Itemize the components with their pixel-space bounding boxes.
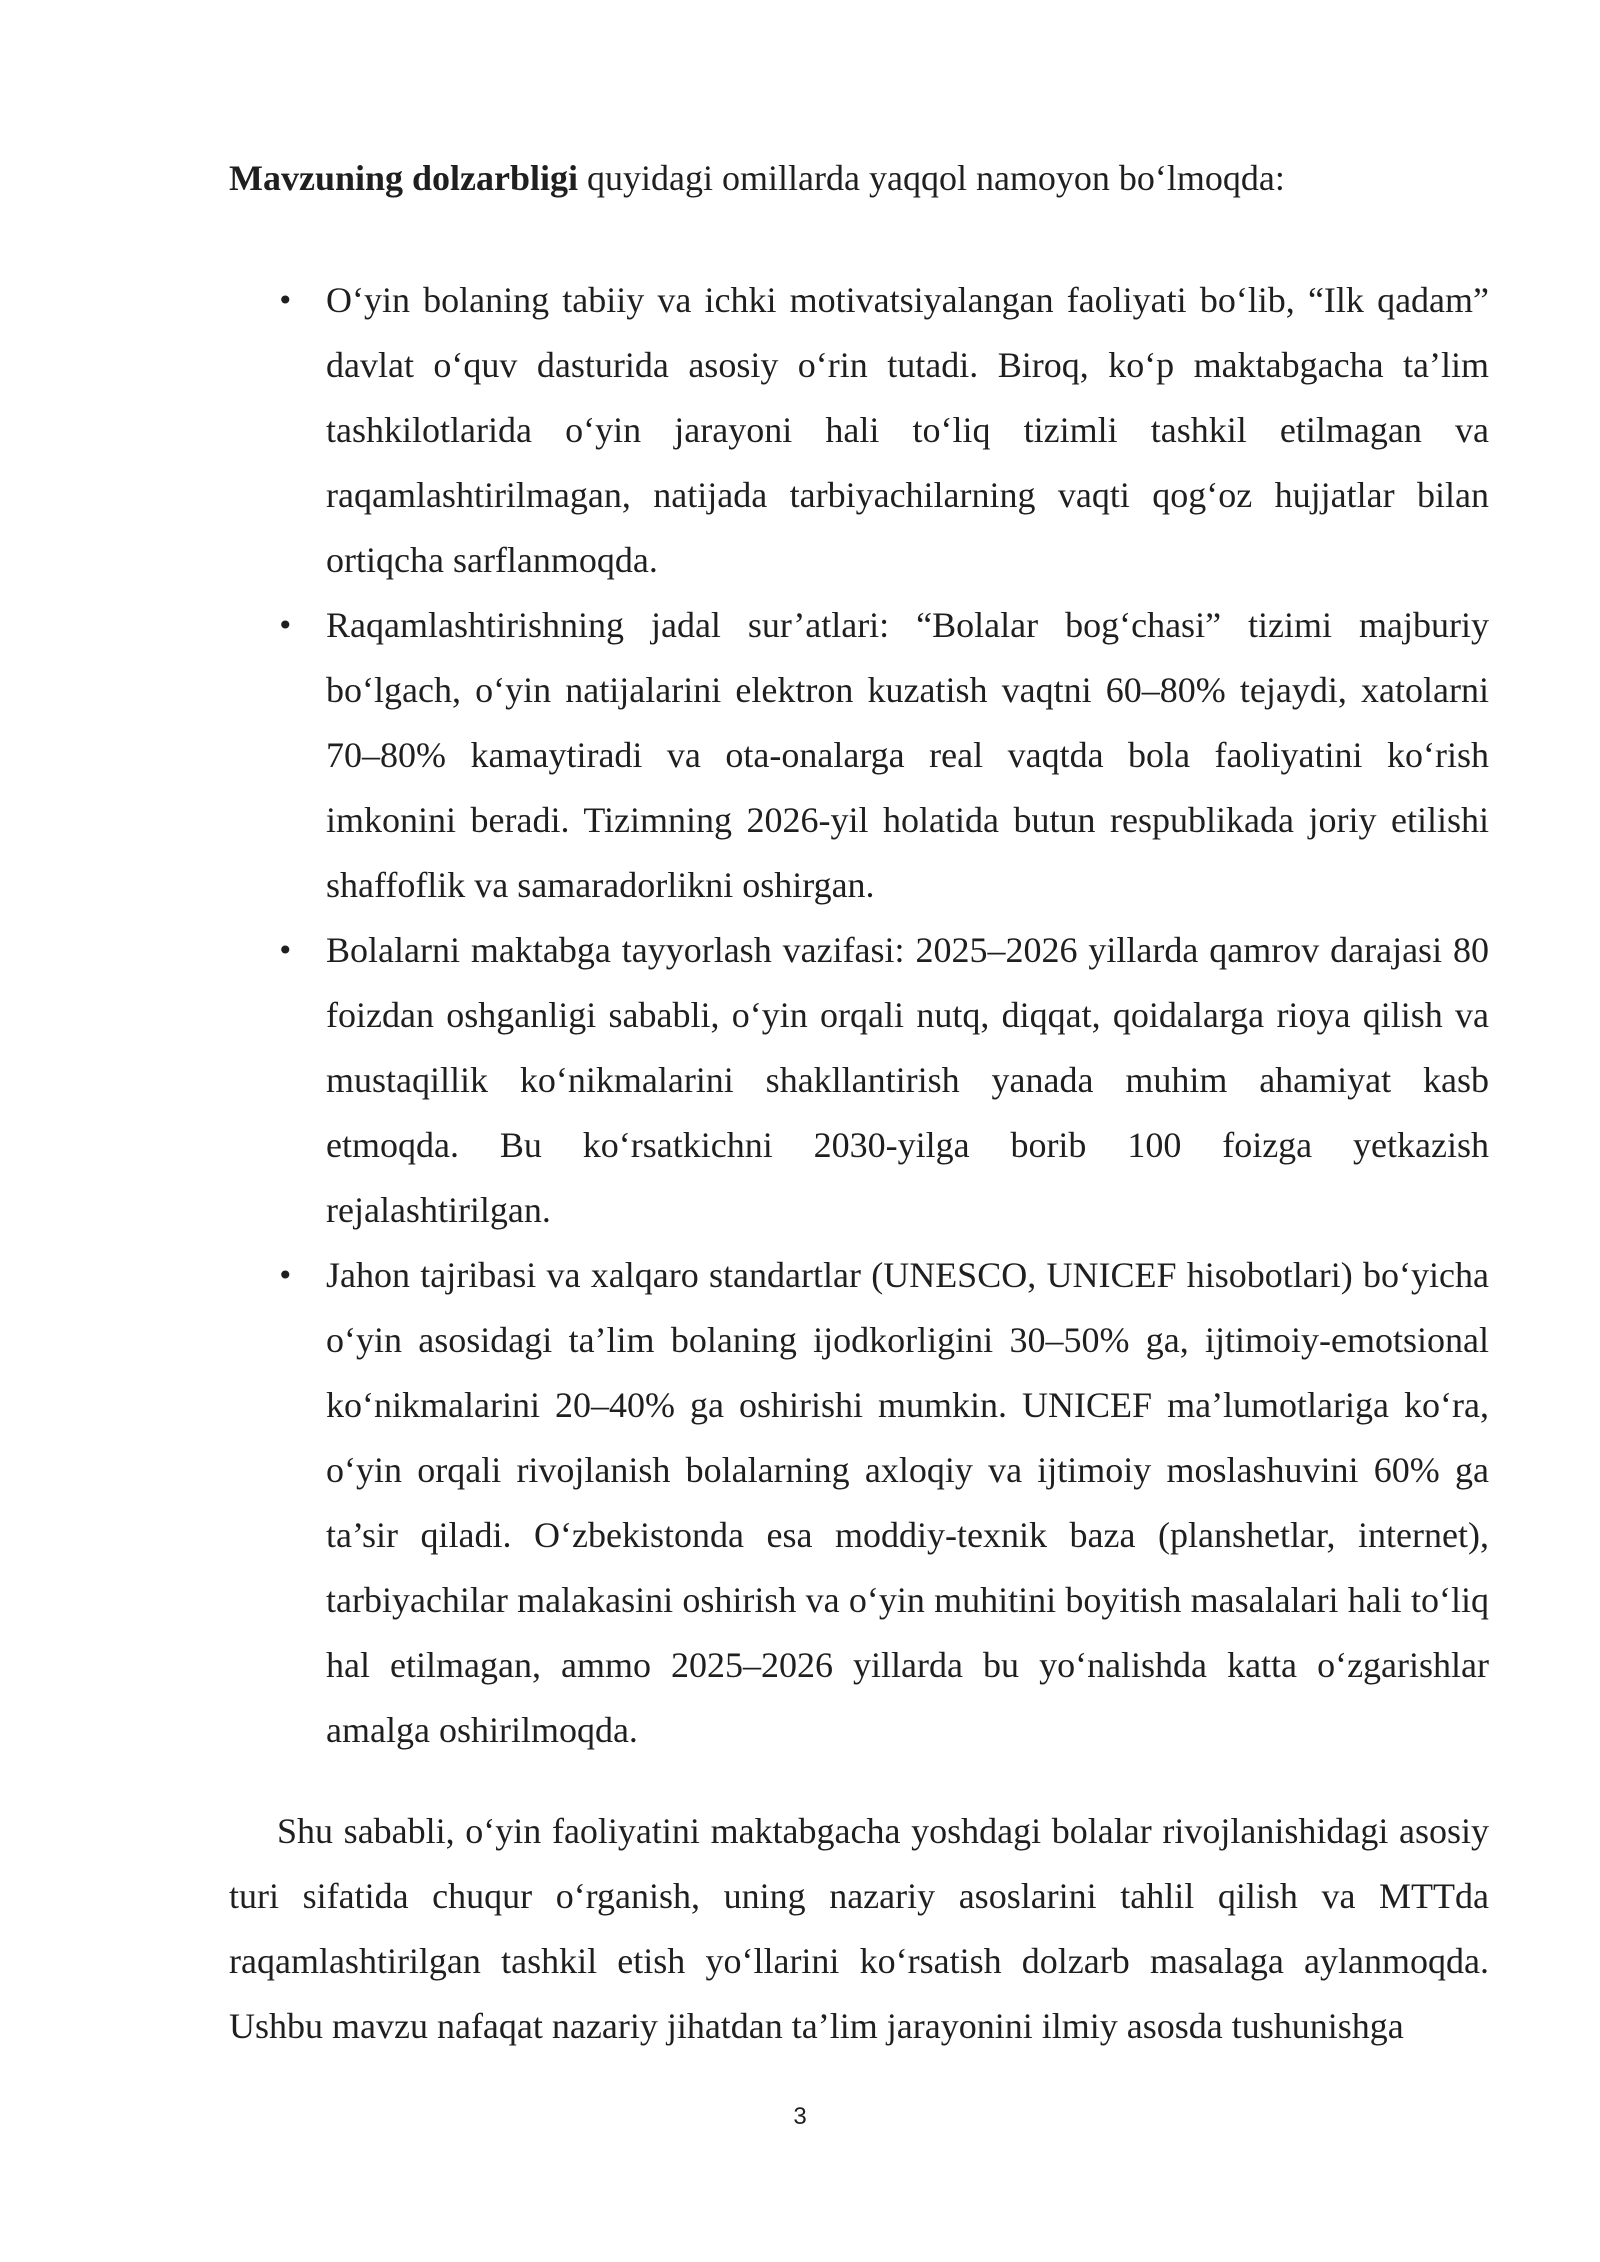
bullet-item bbox=[229, 593, 1489, 918]
bullet-item bbox=[229, 268, 1489, 593]
page-body bbox=[229, 148, 1489, 2059]
page-number: 3 bbox=[793, 2103, 807, 2130]
lead-paragraph bbox=[229, 148, 1489, 208]
bullet-marker: • bbox=[277, 934, 294, 967]
bullet-text: Bolalarni maktabga tayyorlash vazifasi: 2025–2026 yillarda qamrov darajasi 80 foizdan oshganligi sababli, o‘yin orqali nutq, diqqat, qoidalarga rioya qilish va mustaqillik ko‘nikmalarini shakllantirish yanada muhim ahamiyat kasb etmoqda. Bu ko‘rsatkichni 2030-yilga borib 100 foizga yetkazish rejalashtirilgan. bbox=[326, 930, 1489, 1230]
closing-paragraph: Shu sababli, o‘yin faoliyatini maktabgacha yoshdagi bolalar rivojlanishidagi asosiy turi sifatida chuqur o‘rganish, uning nazariy asoslarini tahlil qilish va MTTda raqamlashtirilgan tashkil etish yo‘llarini ko‘rsatish dolzarb masalaga aylanmoqda. Ushbu mavzu nafaqat nazariy jihatdan ta’lim jarayonini ilmiy asosda tushunishga bbox=[229, 1811, 1489, 2046]
bullet-marker: • bbox=[277, 609, 294, 642]
bullet-list bbox=[229, 268, 1489, 1763]
lead-bold-phrase: Mavzuning dolzarbligi bbox=[229, 158, 579, 198]
bullet-marker: • bbox=[277, 1259, 294, 1292]
bullet-text: O‘yin bolaning tabiiy va ichki motivatsiyalangan faoliyati bo‘lib, “Ilk qadam” davlat o‘quv dasturida asosiy o‘rin tutadi. Biroq, ko‘p maktabgacha ta’lim tashkilotlarida o‘yin jarayoni hali to‘liq tizimli tashkil etilmagan va raqamlashtirilmagan, natijada tarbiyachilarning vaqti qog‘oz hujjatlar bilan ortiqcha sarflanmoqda. bbox=[326, 280, 1489, 580]
lead-text: quyidagi omillarda yaqqol namoyon bo‘lmoqda: bbox=[578, 158, 1285, 198]
bullet-text: Raqamlashtirishning jadal sur’atlari: “Bolalar bog‘chasi” tizimi majburiy bo‘lgach, o‘yin natijalarini elektron kuzatish vaqtni 60–80% tejaydi, xatolarni 70–80% kamaytiradi va ota-onalarga real vaqtda bola faoliyatini ko‘rish imkonini beradi. Tizimning 2026-yil holatida butun respublikada joriy etilishi shaffoflik va samaradorlikni oshirgan. bbox=[326, 605, 1489, 905]
bullet-text: Jahon tajribasi va xalqaro standartlar (UNESCO, UNICEF hisobotlari) bo‘yicha o‘yin asosidagi ta’lim bolaning ijodkorligini 30–50% ga, ijtimoiy-emotsional ko‘nikmalarini 20–40% ga oshirishi mumkin. UNICEF ma’lumotlariga ko‘ra, o‘yin orqali rivojlanish bolalarning axloqiy va ijtimoiy moslashuvini 60% ga ta’sir qiladi. O‘zbekistonda esa moddiy-texnik baza (planshetlar, internet), tarbiyachilar malakasini oshirish va o‘yin muhitini boyitish masalalari hali to‘liq hal etilmagan, ammo 2025–2026 yillarda bu yo‘nalishda katta o‘zgarishlar amalga oshirilmoqda. bbox=[326, 1255, 1489, 1750]
bullet-item bbox=[229, 1243, 1489, 1763]
bullet-marker: • bbox=[277, 284, 294, 317]
bullet-item bbox=[229, 918, 1489, 1243]
